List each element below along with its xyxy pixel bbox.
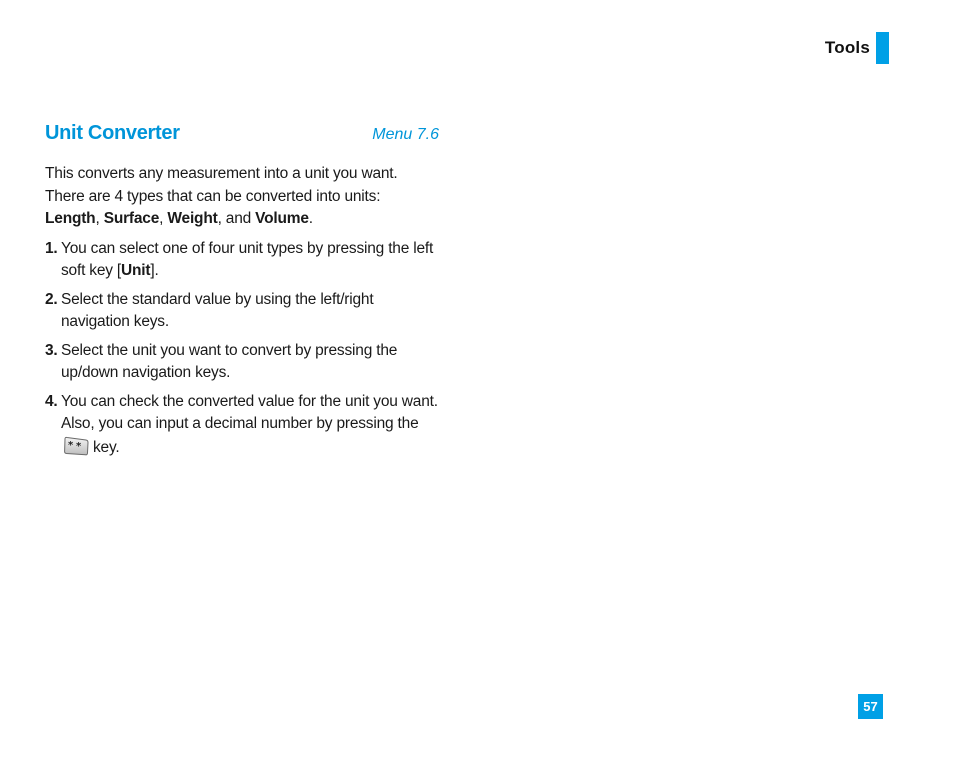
svg-text:*: * — [76, 440, 82, 452]
step-number: 1. — [45, 239, 58, 257]
step-item — [45, 340, 439, 385]
step-item — [45, 238, 439, 283]
step-text-end: ]. — [150, 262, 159, 279]
section-accent-bar — [876, 32, 889, 64]
step-text: You can check the converted value for the unit you want. Also, you can input a decimal number by pressing the — [61, 392, 438, 432]
step-text: Select the standard value by using the left/right navigation keys. — [61, 290, 374, 330]
step-text: You can select one of four unit types by pressing the left soft key [ — [61, 239, 434, 279]
unit-type-surface: Surface — [103, 210, 160, 227]
intro-line-1: This converts any measurement into a unit you want. — [45, 165, 398, 182]
separator: , — [159, 210, 168, 227]
step-item — [45, 289, 439, 334]
intro-end: . — [308, 210, 313, 227]
body-text — [45, 163, 439, 463]
separator: , — [95, 210, 104, 227]
page-content — [45, 122, 439, 469]
separator: , and — [217, 210, 256, 227]
step-number: 2. — [45, 290, 58, 308]
intro-paragraph — [45, 163, 439, 231]
unit-type-weight: Weight — [167, 210, 218, 227]
title-row — [45, 122, 439, 152]
unit-type-length: Length — [45, 210, 96, 227]
step-item — [45, 391, 439, 464]
section-header — [825, 32, 889, 64]
unit-type-volume: Volume — [255, 210, 309, 227]
unit-softkey-label: Unit — [121, 262, 151, 279]
section-title: Tools — [824, 38, 870, 57]
page-number-badge: 57 — [858, 694, 883, 719]
menu-reference: Menu 7.6 — [372, 126, 439, 143]
steps-list — [45, 238, 439, 464]
page-title: Unit Converter — [45, 122, 180, 144]
step-text: Select the unit you want to convert by pressing the up/down navigation keys. — [61, 341, 398, 381]
step-number: 3. — [45, 341, 58, 359]
svg-text:*: * — [68, 439, 74, 451]
intro-line-2: There are 4 types that can be converted into units: — [45, 187, 381, 205]
step-number: 4. — [45, 392, 58, 410]
star-key-icon — [63, 436, 89, 464]
step-text-end: key. — [93, 438, 120, 456]
